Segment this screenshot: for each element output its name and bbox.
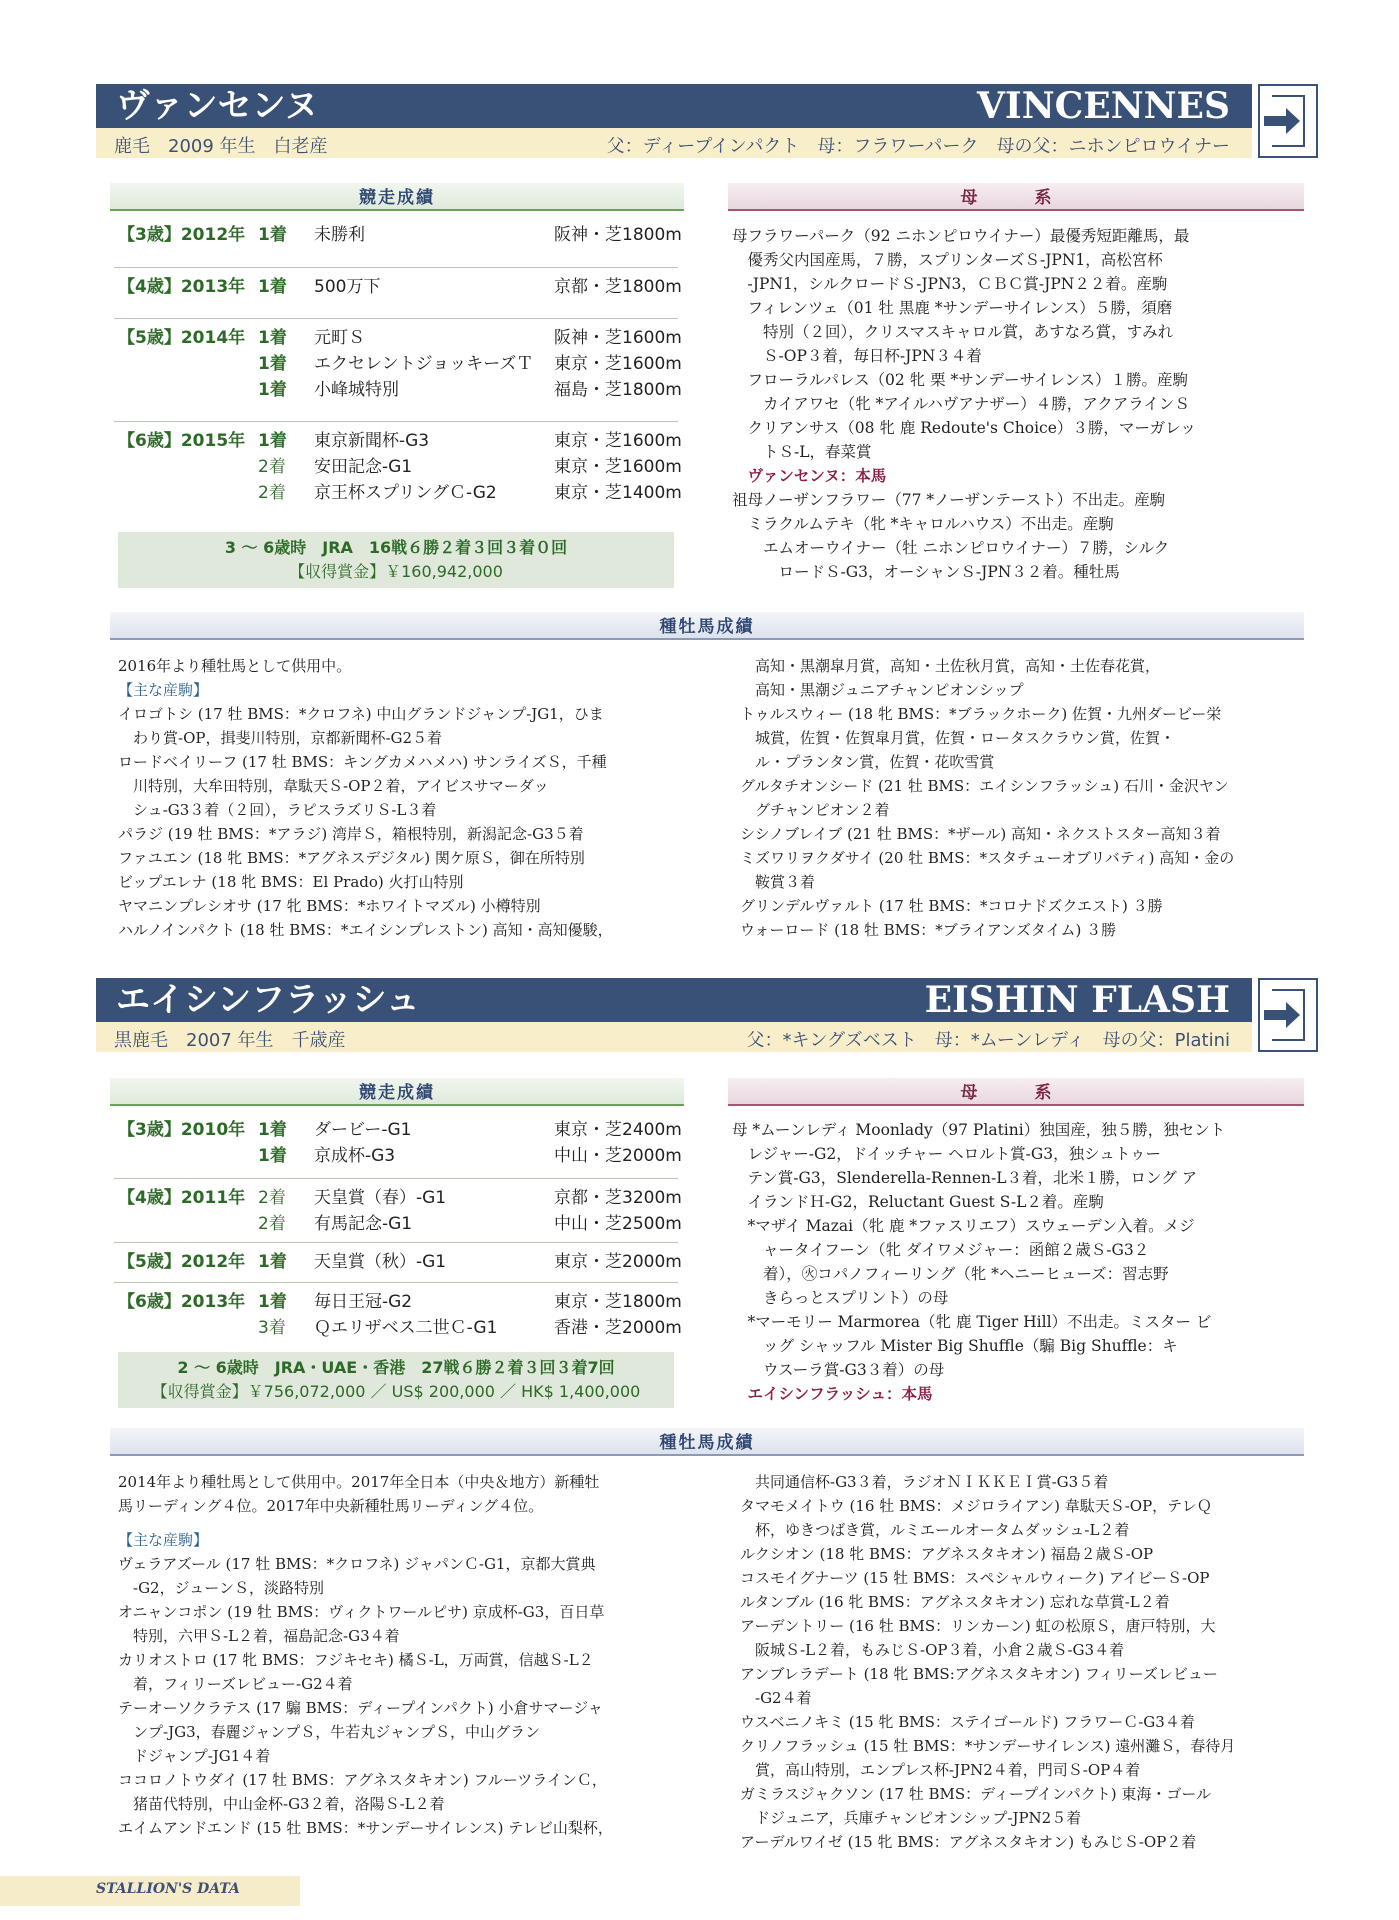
race-row xyxy=(114,1185,682,1211)
text-line: 1着 xyxy=(258,328,287,348)
text-line xyxy=(118,1518,678,1528)
text-line: オニャンコポン (19 牡 BMS：ヴィクトワールピサ) 京成杯-G3，百日草 xyxy=(118,1603,605,1621)
footer-bar xyxy=(0,1876,300,1906)
race-row xyxy=(114,1289,682,1315)
text-line: 【主な産駒】 xyxy=(118,1531,209,1549)
text-line: イランドＨ-G2，Reluctant Guest S-L２着。産駒 xyxy=(732,1193,1104,1211)
text-line: 京成杯-G3 xyxy=(314,1146,396,1166)
text-line: 杯，ゆきつばき賞，ルミエールオータムダッシュ-L２着 xyxy=(740,1521,1130,1539)
text-line: ウスベニノキミ (15 牝 BMS：ステイゴールド) フラワーＣ-G3４着 xyxy=(740,1713,1195,1731)
text-line: 優秀父内国産馬，７勝，スプリンターズＳ-JPN1，高松宮杯 xyxy=(732,251,1163,269)
text-line: 3着 xyxy=(258,1318,286,1338)
race-summary xyxy=(118,1352,674,1408)
text-line: 1着 xyxy=(258,1146,287,1166)
text-line: ガミラスジャクソン (17 牡 BMS：ディープインパクト) 東海・ゴール xyxy=(740,1785,1212,1803)
race-summary xyxy=(118,532,674,588)
text-line: -JPN1，シルクロードＳ-JPN3，ＣＢＣ賞-JPN２２着。産駒 xyxy=(732,275,1168,293)
horse-header xyxy=(96,84,1252,128)
text-line: アーデントリー (16 牡 BMS：リンカーン) 虹の松原Ｓ，唐戸特別，大 xyxy=(740,1617,1216,1635)
text-line: 母 *ムーンレディ Moonlady（97 Platini）独国産，独５勝，独セント xyxy=(732,1121,1226,1139)
text-line: ル・プランタン賞，佐賀・花吹雪賞 xyxy=(740,753,995,771)
text-line: 阪神・芝1800m xyxy=(554,225,682,245)
horse-header xyxy=(96,978,1252,1022)
text-line: 福島・芝1800m xyxy=(554,380,682,400)
text-line: 1着 xyxy=(258,225,287,245)
text-line: 【4歳】2011年 xyxy=(118,1188,246,1208)
text-line: 京都・芝3200m xyxy=(554,1188,682,1208)
text-line: ミラクルムテキ（牝 *キャロルハウス）不出走。産駒 xyxy=(732,515,1114,533)
text-line: カイアワセ（牝 *アイルハヴアナザー）４勝，アクアラインＳ xyxy=(732,395,1190,413)
race-record-table xyxy=(114,1117,682,1345)
race-year-group xyxy=(114,1179,682,1243)
text-line: 【6歳】2015年 xyxy=(118,431,246,451)
arrow-right-icon xyxy=(1260,86,1316,156)
race-year-group xyxy=(114,1243,682,1283)
text-line: 【5歳】2012年 xyxy=(118,1252,246,1272)
text-line: -G2４着 xyxy=(740,1689,812,1707)
race-row xyxy=(114,454,682,480)
text-line: *マーモリー Marmorea（牝 鹿 Tiger Hill）不出走。ミスター ビ xyxy=(732,1313,1212,1331)
race-record-table xyxy=(114,222,682,510)
text-line: 東京・芝2400m xyxy=(554,1120,682,1140)
horse-profile: 鹿毛 2009 年生 白老産 xyxy=(114,136,328,157)
text-line: 1着 xyxy=(258,354,287,374)
stud-record-right xyxy=(740,654,1308,942)
text-line: トＳ-L，春菜賞 xyxy=(732,443,872,461)
race-year-group xyxy=(114,1117,682,1179)
text-line: 2016年より種牡馬として供用中。 xyxy=(118,657,352,675)
text-line: アーデルワイゼ (15 牝 BMS：アグネスタキオン) もみじＳ-OP２着 xyxy=(740,1833,1197,1851)
text-line: 鞍賞３着 xyxy=(740,873,816,891)
text-line: タマモメイトウ (16 牡 BMS：メジロライアン) 韋駄天Ｓ-OP，テレＱ xyxy=(740,1497,1212,1515)
text-line: フィレンツェ（01 牡 黒鹿 *サンデーサイレンス）５勝，須磨 xyxy=(732,299,1173,317)
text-line: Ｓ-OP３着，毎日杯-JPN３４着 xyxy=(732,347,982,365)
horse-profile-bar xyxy=(96,128,1252,158)
text-line: パラジ (19 牡 BMS：*アラジ) 湾岸Ｓ，箱根特別，新潟記念-G3５着 xyxy=(118,825,584,843)
text-line: 香港・芝2000m xyxy=(554,1318,682,1338)
race-year-group xyxy=(114,422,682,510)
stallion-card-vincennes xyxy=(96,84,1318,158)
text-line: 2014年より種牡馬として供用中。2017年全日本（中央＆地方）新種牡 xyxy=(118,1473,600,1491)
text-line: フローラルパレス（02 牝 栗 *サンデーサイレンス）１勝。産駒 xyxy=(732,371,1189,389)
text-line: 東京・芝1400m xyxy=(554,483,682,503)
arrow-right-icon xyxy=(1260,980,1316,1050)
race-record-title: 競走成績 xyxy=(110,1078,684,1106)
text-line: 馬リーディング４位。2017年中央新種牡馬リーディング４位。 xyxy=(118,1497,544,1515)
text-line: 高知・黒潮ジュニアチャンピオンシップ xyxy=(740,681,1024,699)
text-line: カリオストロ (17 牝 BMS：フジキセキ) 橘Ｓ-L，万両賞，信越Ｓ-L２ xyxy=(118,1651,594,1669)
text-line: ンプ-JG3，春麗ジャンプＳ，牛若丸ジャンプＳ，中山グラン xyxy=(118,1723,541,1741)
text-line: ダービー-G1 xyxy=(314,1120,412,1140)
text-line: 【4歳】2013年 xyxy=(118,277,246,297)
text-line: ウォーロード (18 牡 BMS：*ブライアンズタイム) ３勝 xyxy=(740,921,1117,939)
text-line: 1着 xyxy=(258,431,287,451)
horse-parents: 父：ディープインパクト 母：フラワーパーク 母の父：ニホンピロウイナー xyxy=(606,136,1230,157)
text-line: 2着 xyxy=(258,457,286,477)
text-line: 小峰城特別 xyxy=(314,380,399,400)
text-line: グルタチオンシード (21 牡 BMS：エイシンフラッシュ) 石川・金沢ヤン xyxy=(740,777,1229,795)
summary-text: 2 ～ 6歳時 JRA・UAE・香港 27戦６勝２着３回３着7回 xyxy=(177,1358,615,1377)
text-line: 未勝利 xyxy=(314,225,365,245)
text-line: トゥルスウィー (18 牝 BMS：*ブラックホーク) 佐賀・九州ダービー栄 xyxy=(740,705,1222,723)
text-line: テーオーソクラテス (17 騸 BMS：ディープインパクト) 小倉サマージャ xyxy=(118,1699,603,1717)
text-line: 着），㊋コパノフィーリング（牝 *ヘニーヒューズ：習志野 xyxy=(732,1265,1169,1283)
race-year-group xyxy=(114,1283,682,1345)
text-line: ャータイフーン（牝 ダイワメジャー：函館２歳Ｓ-G3２ xyxy=(732,1241,1150,1259)
text-line: ロードベイリーフ (17 牡 BMS：キングカメハメハ) サンライズＳ，千種 xyxy=(118,753,607,771)
race-row xyxy=(114,1315,682,1341)
text-line: アンブレラデート (18 牝 BMS:アグネスタキオン) フィリーズレビュー xyxy=(740,1665,1218,1683)
text-line: ッグ シャッフル Mister Big Shuffle（騸 Big Shuffle：キ xyxy=(732,1337,1178,1355)
text-line: 阪神・芝1600m xyxy=(554,328,682,348)
race-row xyxy=(114,428,682,454)
text-line: ルクシオン (18 牝 BMS：アグネスタキオン) 福島２歳Ｓ-OP xyxy=(740,1545,1154,1563)
text-line: ロードＳ-G3，オーシャンＳ-JPN３２着。種牡馬 xyxy=(732,563,1120,581)
text-line: ヴェラアズール (17 牡 BMS：*クロフネ) ジャパンＣ-G1，京都大賞典 xyxy=(118,1555,596,1573)
text-line: イロゴトシ (17 牡 BMS：*クロフネ) 中山グランドジャンプ-JG1，ひま xyxy=(118,705,604,723)
text-line: ココロノトウダイ (17 牡 BMS：アグネスタキオン) フルーツラインＣ， xyxy=(118,1771,607,1789)
stud-record-left xyxy=(118,1470,678,1840)
text-line: グチャンピオン２着 xyxy=(740,801,890,819)
text-line: 高知・黒潮皐月賞，高知・土佐秋月賞，高知・土佐春花賞， xyxy=(740,657,1161,675)
text-line: エムオーウイナー（牡 ニホンピロウイナー）７勝，シルク xyxy=(732,539,1170,557)
text-line: ドジュニア，兵庫チャンピオンシップ-JPN2５着 xyxy=(740,1809,1082,1827)
text-line: コスモイグナーツ (15 牡 BMS：スペシャルウィーク) アイビーＳ-OP xyxy=(740,1569,1210,1587)
race-row xyxy=(114,1211,682,1237)
text-line: 【3歳】2010年 xyxy=(118,1120,246,1140)
text-line: ヤマニンプレシオサ (17 牝 BMS：*ホワイトマズル) 小樽特別 xyxy=(118,897,541,915)
text-line: わり賞-OP，揖斐川特別，京都新聞杯-G2５着 xyxy=(118,729,443,747)
text-line: 2着 xyxy=(258,1214,286,1234)
text-line: Ｑエリザベス二世Ｃ-G1 xyxy=(314,1318,498,1338)
text-line: 京都・芝1800m xyxy=(554,277,682,297)
text-line: 【3歳】2012年 xyxy=(118,225,246,245)
text-line: ビップエレナ (18 牝 BMS：El Prado) 火打山特別 xyxy=(118,873,464,891)
stud-record-title: 種牡馬成績 xyxy=(110,612,1304,640)
stallion-card-eishin-flash xyxy=(96,978,1318,1052)
race-year-group xyxy=(114,319,682,422)
link-arrow-button[interactable] xyxy=(1258,84,1318,158)
text-line: シュ-G3３着（２回），ラピスラズリＳ-L３着 xyxy=(118,801,437,819)
horse-name-en: VINCENNES xyxy=(976,85,1230,127)
mother-line-text xyxy=(732,1118,1308,1406)
text-line: 東京新聞杯-G3 xyxy=(314,431,430,451)
text-line: 2着 xyxy=(258,483,286,503)
text-line: 城賞，佐賀・佐賀皐月賞，佐賀・ロータスクラウン賞，佐賀・ xyxy=(740,729,1176,747)
text-line: 天皇賞（春）-G1 xyxy=(314,1188,447,1208)
stud-record-title: 種牡馬成績 xyxy=(110,1428,1304,1456)
text-line: レジャー-G2，ドイッチャー ヘロルト賞-G3，独シュトゥー xyxy=(732,1145,1161,1163)
stud-record-left xyxy=(118,654,678,942)
text-line: ファユエン (18 牝 BMS：*アグネスデジタル) 関ケ原Ｓ，御在所特別 xyxy=(118,849,585,867)
text-line: 2着 xyxy=(258,1188,286,1208)
race-row xyxy=(114,325,682,351)
text-line: 猪苗代特別，中山金杯-G3２着，洛陽Ｓ-L２着 xyxy=(118,1795,445,1813)
self-marker: ヴァンセンヌ：本馬 xyxy=(732,467,887,485)
text-line: 京王杯スプリングＣ-G2 xyxy=(314,483,497,503)
text-line: 中山・芝2000m xyxy=(554,1146,682,1166)
text-line: エイムアンドエンド (15 牡 BMS：*サンデーサイレンス) テレビ山梨杯， xyxy=(118,1819,613,1837)
text-line: 着，フィリーズレビュー-G2４着 xyxy=(118,1675,353,1693)
horse-parents: 父：*キングズベスト 母：*ムーンレディ 母の父：Platini xyxy=(746,1030,1230,1051)
race-row xyxy=(114,274,682,300)
race-row xyxy=(114,377,682,403)
race-year-group xyxy=(114,268,682,319)
horse-profile: 黒鹿毛 2007 年生 千歳産 xyxy=(114,1030,346,1051)
text-line: 東京・芝1600m xyxy=(554,457,682,477)
text-line: 中山・芝2500m xyxy=(554,1214,682,1234)
text-line: シシノブレイブ (21 牡 BMS：*ザール) 高知・ネクストスター高知３着 xyxy=(740,825,1221,843)
text-line: -G2，ジューンＳ，淡路特別 xyxy=(118,1579,324,1597)
text-line: ハルノインパクト (18 牡 BMS：*エイシンプレストン) 高知・高知優駿， xyxy=(118,921,613,939)
self-marker: エイシンフラッシュ：本馬 xyxy=(732,1385,933,1403)
text-line: 500万下 xyxy=(314,277,381,297)
race-record-title: 競走成績 xyxy=(110,183,684,211)
text-line: 1着 xyxy=(258,1252,287,1272)
text-line: エクセレントジョッキーズＴ xyxy=(314,354,534,374)
text-line: 川特別，大牟田特別，韋駄天Ｓ-OP２着，アイビスサマーダッ xyxy=(118,777,549,795)
prize-money: 【収得賞金】￥160,942,000 xyxy=(289,562,503,581)
text-line: テン賞-G3，Slenderella-Rennen-L３着，北米１勝，ロング ア xyxy=(732,1169,1198,1187)
text-line: 賞，高山特別，エンプレス杯-JPN2４着，門司Ｓ-OP４着 xyxy=(740,1761,1141,1779)
text-line: 共同通信杯-G3３着，ラジオＮＩＫＫＥＩ賞-G3５着 xyxy=(740,1473,1109,1491)
mother-line-title: 母 系 xyxy=(728,183,1304,211)
race-row xyxy=(114,1117,682,1143)
text-line: ミズワリヲクダサイ (20 牡 BMS：*スタチューオブリバティ) 高知・金の xyxy=(740,849,1235,867)
text-line: 阪城Ｓ-L２着，もみじＳ-OP３着，小倉２歳Ｓ-G3４着 xyxy=(740,1641,1125,1659)
text-line: ドジャンプ-JG1４着 xyxy=(118,1747,271,1765)
text-line: 1着 xyxy=(258,1120,287,1140)
text-line: 祖母ノーザンフラワー（77 *ノーザンテースト）不出走。産駒 xyxy=(732,491,1166,509)
prize-money: 【収得賞金】￥756,072,000 ／ US$ 200,000 ／ HK$ 1,400,000 xyxy=(151,1382,641,1401)
stud-record-right xyxy=(740,1470,1308,1854)
mother-line-text xyxy=(732,224,1308,584)
text-line: 東京・芝2000m xyxy=(554,1252,682,1272)
text-line: 東京・芝1600m xyxy=(554,431,682,451)
summary-text: 3 ～ 6歳時 JRA 16戦６勝２着３回３着０回 xyxy=(224,538,568,557)
text-line: 有馬記念-G1 xyxy=(314,1214,413,1234)
race-row xyxy=(114,222,682,248)
text-line: 1着 xyxy=(258,277,287,297)
race-year-group xyxy=(114,222,682,268)
text-line: きらっとスプリント）の母 xyxy=(732,1289,949,1307)
text-line: グリンデルヴァルト (17 牡 BMS：*コロナドズクエスト) ３勝 xyxy=(740,897,1163,915)
text-line: 【主な産駒】 xyxy=(118,681,209,699)
text-line: 安田記念-G1 xyxy=(314,457,413,477)
horse-name-en: EISHIN FLASH xyxy=(924,979,1230,1021)
text-line: 毎日王冠-G2 xyxy=(314,1292,413,1312)
text-line: 特別，六甲Ｓ-L２着，福島記念-G3４着 xyxy=(118,1627,400,1645)
link-arrow-button[interactable] xyxy=(1258,978,1318,1052)
text-line: 1着 xyxy=(258,380,287,400)
text-line: 天皇賞（秋）-G1 xyxy=(314,1252,447,1272)
text-line: 母フラワーパーク（92 ニホンピロウイナー）最優秀短距離馬，最 xyxy=(732,227,1190,245)
mother-line-title: 母 系 xyxy=(728,1078,1304,1106)
horse-profile-bar xyxy=(96,1022,1252,1052)
race-row xyxy=(114,1249,682,1275)
text-line: 東京・芝1800m xyxy=(554,1292,682,1312)
horse-name-jp: エイシンフラッシュ xyxy=(116,980,420,1020)
race-row xyxy=(114,480,682,506)
text-line: 特別（２回），クリスマスキャロル賞，あすなろ賞，すみれ xyxy=(732,323,1174,341)
text-line: 【5歳】2014年 xyxy=(118,328,246,348)
text-line: *マザイ Mazai（牝 鹿 *ファスリエフ）スウェーデン入着。メジ xyxy=(732,1217,1195,1235)
horse-name-jp: ヴァンセンヌ xyxy=(116,86,319,126)
text-line: クリアンサス（08 牝 鹿 Redoute's Choice）３勝，マーガレッ xyxy=(732,419,1196,437)
race-row xyxy=(114,351,682,377)
race-row xyxy=(114,1143,682,1169)
text-line: 元町Ｓ xyxy=(314,328,365,348)
text-line: クリノフラッシュ (15 牡 BMS：*サンデーサイレンス) 遠州灘Ｓ，春待月 xyxy=(740,1737,1236,1755)
text-line: ウスーラ賞-G3３着）の母 xyxy=(732,1361,945,1379)
text-line: ルタンブル (16 牝 BMS：アグネスタキオン) 忘れな草賞-L２着 xyxy=(740,1593,1170,1611)
text-line: 東京・芝1600m xyxy=(554,354,682,374)
text-line: 1着 xyxy=(258,1292,287,1312)
footer-label: STALLION'S DATA xyxy=(96,1881,240,1897)
text-line: 【6歳】2013年 xyxy=(118,1292,246,1312)
